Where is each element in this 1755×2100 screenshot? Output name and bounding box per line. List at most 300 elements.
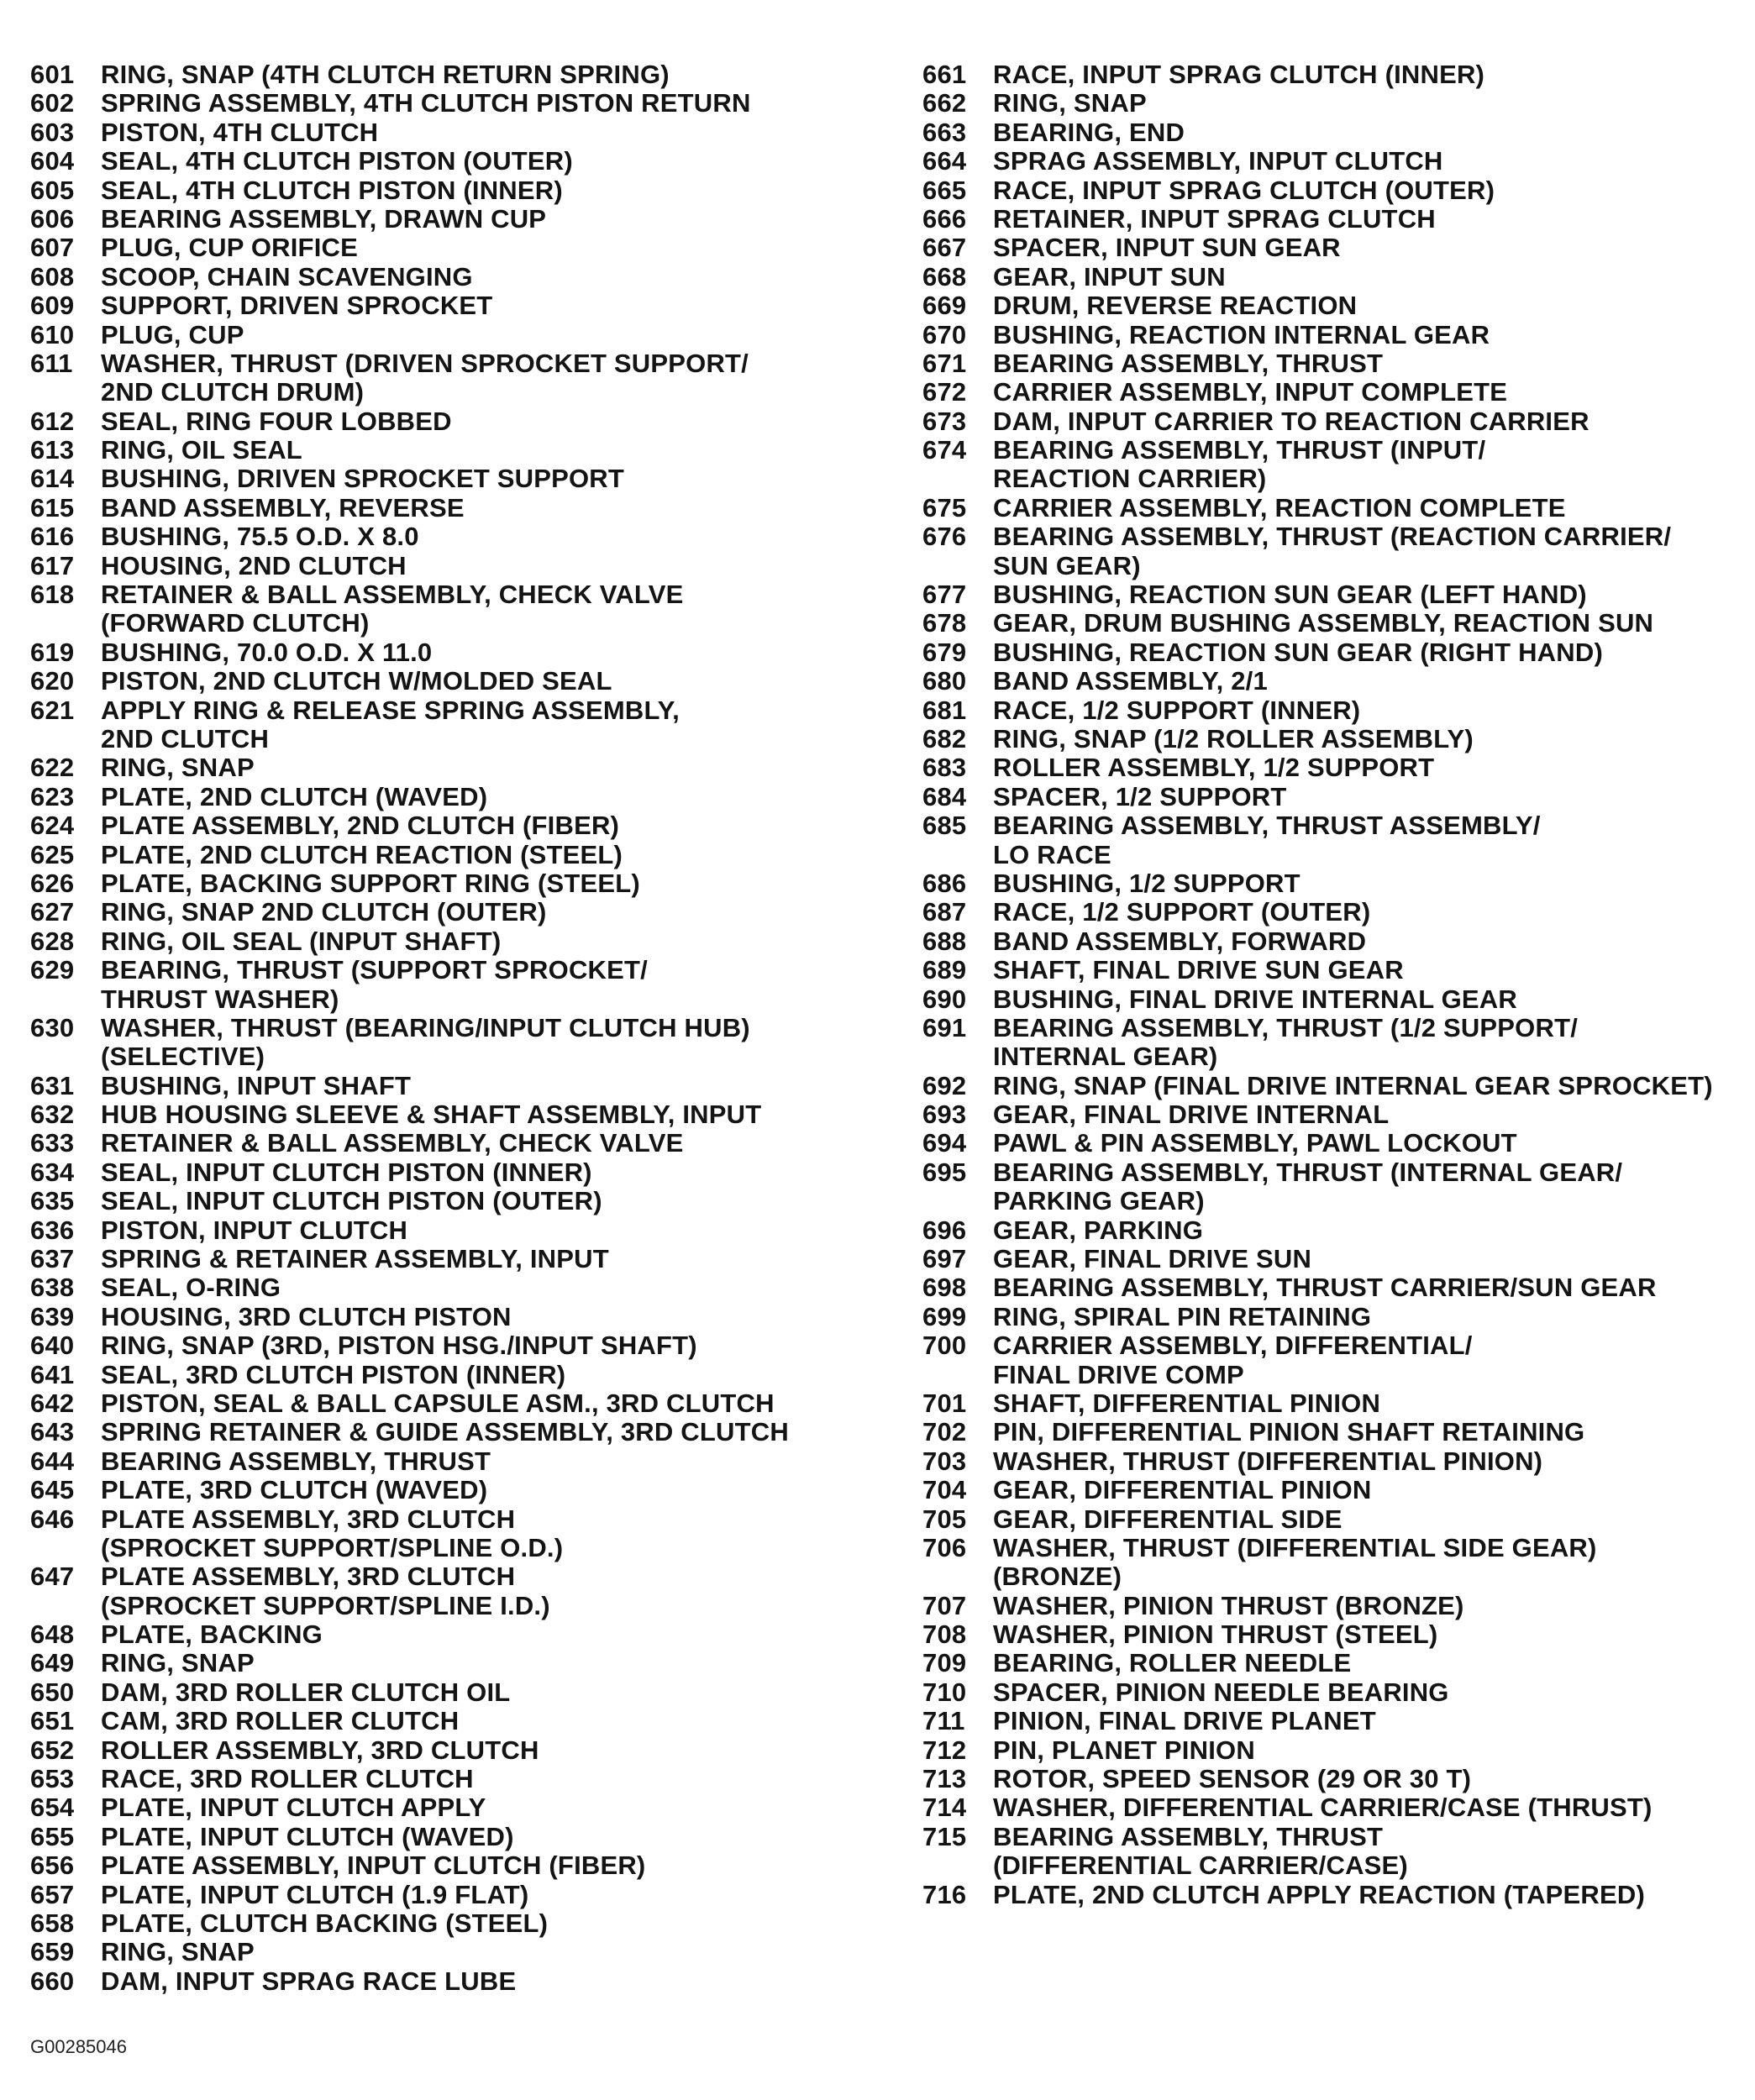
part-description [993,407,1742,436]
part-number: 658 [30,1908,75,1938]
part-entry [922,956,1742,984]
part-entry [30,1447,879,1476]
part-description [993,1389,1742,1418]
part-number: 641 [30,1359,75,1389]
part-description [101,1505,879,1563]
part-number: 609 [30,291,75,321]
part-number: 691 [922,1012,967,1042]
part-description [101,580,879,638]
part-description [993,1273,1742,1302]
part-entry [922,1331,1742,1389]
part-number: 601 [30,60,75,89]
part-description-line: SPACER, 1/2 SUPPORT [993,781,1287,811]
part-entry [922,725,1742,753]
part-description-line: SEAL, INPUT CLUTCH PISTON (OUTER) [101,1186,602,1216]
part-entry [30,522,879,551]
part-description [993,580,1742,609]
part-description-line: REACTION CARRIER) [993,464,1267,494]
part-description [101,1967,879,1996]
part-number: 630 [30,1012,75,1042]
part-number: 611 [30,348,73,378]
part-description [993,118,1742,147]
part-description [101,1793,879,1822]
part-entry [30,1476,879,1504]
part-entry [30,1678,879,1707]
part-description [101,1014,879,1072]
part-entry [922,1418,1742,1446]
part-description [993,725,1742,753]
part-entry [30,407,879,436]
part-number: 645 [30,1475,75,1505]
part-description-line: BEARING ASSEMBLY, THRUST (INPUT/ [993,435,1486,465]
part-description-line: (SPROCKET SUPPORT/SPLINE I.D.) [101,1590,550,1620]
part-description [993,1678,1742,1707]
part-number: 654 [30,1793,75,1823]
part-description [101,841,879,869]
part-entry [30,494,879,522]
part-entry [30,234,879,262]
part-description-line: GEAR, DIFFERENTIAL SIDE [993,1504,1343,1534]
part-description-line: SUPPORT, DRIVEN SPROCKET [101,291,493,321]
part-description-line: HOUSING, 2ND CLUTCH [101,550,407,580]
part-description [101,1476,879,1504]
part-number: 699 [922,1301,967,1331]
part-description-line: RACE, 1/2 SUPPORT (OUTER) [993,897,1371,927]
part-description [101,1909,879,1938]
part-entry [30,1765,879,1793]
part-entry [922,321,1742,349]
part-entry [30,841,879,869]
part-entry [30,1620,879,1649]
part-entry [30,1014,879,1072]
part-number: 710 [922,1677,967,1707]
part-description [993,1447,1742,1476]
part-description-line: SEAL, INPUT CLUTCH PISTON (INNER) [101,1157,592,1187]
part-entry [922,205,1742,234]
part-entry [922,1072,1742,1100]
part-entry [922,811,1742,869]
part-number: 631 [30,1070,75,1100]
part-description [101,89,879,118]
part-description-line: RETAINER & BALL ASSEMBLY, CHECK VALVE [101,1128,684,1158]
part-description-line: SHAFT, FINAL DRIVE SUN GEAR [993,955,1404,985]
part-number: 607 [30,233,75,263]
part-description-line: RING, SPIRAL PIN RETAINING [993,1301,1372,1331]
part-entry [30,580,879,638]
part-description [101,638,879,667]
part-description [101,465,879,493]
part-description-line: RACE, 3RD ROLLER CLUTCH [101,1764,474,1794]
part-description-line: DAM, INPUT SPRAG RACE LUBE [101,1966,517,1996]
part-description [101,811,879,840]
part-description [101,869,879,898]
part-description [101,291,879,320]
part-number: 689 [922,955,967,985]
part-number: 625 [30,839,75,869]
part-description-line: BEARING ASSEMBLY, THRUST [993,348,1384,378]
part-description [993,494,1742,522]
part-number: 667 [922,233,967,263]
part-number: 639 [30,1301,75,1331]
part-description-line: PIN, DIFFERENTIAL PINION SHAFT RETAINING [993,1417,1585,1447]
part-number: 648 [30,1620,75,1650]
part-description [101,956,879,1014]
part-description [101,1129,879,1158]
part-description [101,60,879,89]
part-description [101,552,879,580]
part-entry [30,638,879,667]
part-description [993,1100,1742,1129]
part-entry [30,1303,879,1331]
part-description-line: BUSHING, DRIVEN SPROCKET SUPPORT [101,464,625,494]
part-number: 693 [922,1100,967,1130]
part-entry [922,234,1742,262]
part-description-line: BEARING ASSEMBLY, THRUST (1/2 SUPPORT/ [993,1012,1579,1042]
part-entry [30,1823,879,1851]
part-description [993,869,1742,898]
part-entry [922,1707,1742,1735]
part-number: 617 [30,550,75,580]
part-description [101,898,879,927]
part-description [993,176,1742,205]
part-description [101,1361,879,1389]
part-description-line: SEAL, O-RING [101,1273,281,1303]
part-number: 679 [922,637,967,667]
part-entry [922,753,1742,782]
part-number: 619 [30,637,75,667]
part-entry [30,1967,879,1996]
part-number: 647 [30,1562,75,1592]
part-description-line: PLATE ASSEMBLY, 3RD CLUTCH [101,1504,516,1534]
part-description [993,436,1742,494]
part-entry [922,1649,1742,1677]
part-entry [30,349,879,407]
part-description-line: ROLLER ASSEMBLY, 3RD CLUTCH [101,1735,539,1765]
part-number: 660 [30,1966,75,1996]
part-entry [30,898,879,927]
part-description-line: WASHER, PINION THRUST (STEEL) [993,1620,1438,1650]
part-number: 674 [922,435,967,465]
part-number: 622 [30,753,75,783]
part-number: 655 [30,1821,75,1851]
part-number: 701 [922,1388,967,1418]
part-description-line: PLATE, 2ND CLUTCH REACTION (STEEL) [101,839,623,869]
part-number: 715 [922,1821,967,1851]
part-description [993,89,1742,118]
part-number: 644 [30,1446,75,1476]
part-entry [922,1592,1742,1620]
part-number: 709 [922,1648,967,1678]
part-description-line: SEAL, RING FOUR LOBBED [101,406,452,436]
part-entry [30,89,879,118]
part-description-line: WASHER, PINION THRUST (BRONZE) [993,1590,1464,1620]
part-number: 640 [30,1331,75,1361]
part-entry [30,1649,879,1677]
part-number: 678 [922,608,967,638]
part-entry [30,147,879,176]
part-entry [922,1216,1742,1245]
part-number: 605 [30,175,75,205]
part-entry [922,1823,1742,1881]
part-description-line: BEARING, END [993,117,1185,147]
part-entry [922,1158,1742,1216]
part-description-line: BEARING ASSEMBLY, THRUST (REACTION CARRIER/ [993,522,1672,552]
part-entry [30,869,879,898]
part-entry [30,1129,879,1158]
part-entry [922,1476,1742,1504]
part-entry [922,378,1742,407]
part-description-line: (SELECTIVE) [101,1042,265,1072]
part-entry [30,552,879,580]
part-description-line: BEARING ASSEMBLY, THRUST [993,1821,1384,1851]
parts-list-left-column [30,60,879,1996]
part-entry [922,1129,1742,1158]
part-description [993,1707,1742,1735]
part-description-line: (BRONZE) [993,1562,1122,1592]
part-description-line: PISTON, SEAL & BALL CAPSULE ASM., 3RD CLUTCH [101,1388,775,1418]
part-description-line: SUN GEAR) [993,550,1141,580]
part-entry [922,1273,1742,1302]
part-number: 686 [922,868,967,898]
part-description [101,1100,879,1129]
part-description-line: CARRIER ASSEMBLY, INPUT COMPLETE [993,377,1508,407]
part-entry [30,263,879,291]
part-description-line: ROTOR, SPEED SENSOR (29 OR 30 T) [993,1764,1472,1794]
part-description [101,783,879,811]
part-description-line: BUSHING, 1/2 SUPPORT [993,868,1300,898]
part-number: 634 [30,1157,75,1187]
part-number: 669 [922,291,967,321]
part-number: 690 [922,984,967,1014]
part-description-line: WASHER, THRUST (BEARING/INPUT CLUTCH HUB) [101,1012,750,1042]
part-number: 668 [922,261,967,291]
part-number: 682 [922,723,967,753]
part-description-line: DRUM, REVERSE REACTION [993,291,1358,321]
part-entry [922,1245,1742,1273]
part-number: 620 [30,666,75,696]
part-description [101,1389,879,1418]
part-entry [922,118,1742,147]
part-description-line: DAM, INPUT CARRIER TO REACTION CARRIER [993,406,1589,436]
part-entry [30,1158,879,1187]
part-description-line: CARRIER ASSEMBLY, REACTION COMPLETE [993,492,1566,522]
part-description [101,176,879,205]
document-id: G00285046 [30,2036,127,2057]
part-description-line: BEARING, ROLLER NEEDLE [993,1648,1352,1678]
part-description-line: (SPROCKET SUPPORT/SPLINE O.D.) [101,1532,564,1562]
part-entry [922,1736,1742,1765]
part-number: 616 [30,522,75,552]
part-entry [30,1909,879,1938]
part-description-line: RING, SNAP [101,753,255,783]
part-entry [30,1881,879,1909]
part-number: 650 [30,1677,75,1707]
part-entry [922,1793,1742,1822]
part-entry [922,349,1742,378]
part-entry [30,1389,879,1418]
part-description-line: RING, SNAP [101,1937,255,1967]
part-entry [922,898,1742,927]
part-entry [922,580,1742,609]
part-entry [922,667,1742,696]
part-description-line: RING, SNAP (4TH CLUTCH RETURN SPRING) [101,60,670,89]
part-description [101,321,879,349]
part-description [101,1245,879,1273]
part-entry [922,869,1742,898]
part-description-line: PLATE, INPUT CLUTCH (1.9 FLAT) [101,1879,529,1909]
part-description-line: RACE, INPUT SPRAG CLUTCH (INNER) [993,60,1485,89]
part-number: 662 [922,88,967,118]
part-entry [30,1072,879,1100]
part-number: 697 [922,1244,967,1274]
part-entry [30,118,879,147]
part-number: 712 [922,1735,967,1765]
part-description [101,667,879,696]
part-number: 643 [30,1417,75,1447]
part-description [101,1187,879,1215]
part-description [993,696,1742,725]
part-description [993,1303,1742,1331]
part-description [101,1736,879,1765]
part-description [101,927,879,956]
part-description-line: SPRAG ASSEMBLY, INPUT CLUTCH [993,146,1443,176]
part-description [101,1851,879,1880]
part-description-line: GEAR, INPUT SUN [993,261,1226,291]
part-entry [922,494,1742,522]
part-description [993,956,1742,984]
part-description-line: RING, OIL SEAL (INPUT SHAFT) [101,926,502,956]
part-number: 680 [922,666,967,696]
part-number: 704 [922,1475,967,1505]
part-description [993,638,1742,667]
part-description [101,1620,879,1649]
part-number: 603 [30,117,75,147]
part-description [993,1216,1742,1245]
part-number: 681 [922,695,967,725]
part-number: 652 [30,1735,75,1765]
part-number: 685 [922,811,967,841]
part-number: 657 [30,1879,75,1909]
part-number: 688 [922,926,967,956]
part-number: 628 [30,926,75,956]
part-entry [30,205,879,234]
part-description-line: PLATE ASSEMBLY, INPUT CLUTCH (FIBER) [101,1851,646,1881]
part-number: 664 [922,146,967,176]
part-description [993,667,1742,696]
part-number: 673 [922,406,967,436]
part-description [993,1881,1742,1909]
part-entry [30,1938,879,1966]
part-description-line: GEAR, PARKING [993,1215,1204,1245]
part-number: 636 [30,1215,75,1245]
part-entry [922,147,1742,176]
part-number: 651 [30,1706,75,1736]
part-description-line: SCOOP, CHAIN SCAVENGING [101,261,473,291]
part-entry [922,638,1742,667]
part-description-line: PISTON, 2ND CLUTCH W/MOLDED SEAL [101,666,612,696]
part-description [993,234,1742,262]
part-description [101,263,879,291]
part-description-line: BEARING ASSEMBLY, THRUST [101,1446,491,1476]
part-number: 676 [922,522,967,552]
part-entry [30,465,879,493]
part-entry [30,1216,879,1245]
part-number: 665 [922,175,967,205]
part-description [101,1216,879,1245]
part-number: 629 [30,955,75,985]
part-description [993,1418,1742,1446]
part-entry [30,956,879,1014]
part-entry [30,291,879,320]
part-description-line: 2ND CLUTCH [101,723,270,753]
part-description-line: THRUST WASHER) [101,984,339,1014]
part-entry [922,60,1742,89]
part-description [101,118,879,147]
part-number: 700 [922,1331,967,1361]
part-entry [30,321,879,349]
part-number: 706 [922,1532,967,1562]
part-description-line: GEAR, FINAL DRIVE INTERNAL [993,1100,1390,1130]
part-entry [922,1447,1742,1476]
part-description [101,696,879,754]
part-description [101,1331,879,1360]
part-entry [30,436,879,465]
part-entry [922,407,1742,436]
part-description [993,1505,1742,1534]
part-number: 695 [922,1157,967,1187]
part-description [993,1765,1742,1793]
part-description [993,1592,1742,1620]
part-description [993,1158,1742,1216]
part-number: 661 [922,60,967,89]
part-entry [922,1534,1742,1592]
part-description [993,1736,1742,1765]
part-description-line: BEARING ASSEMBLY, DRAWN CUP [101,203,547,234]
part-description-line: PLATE, INPUT CLUTCH (WAVED) [101,1821,514,1851]
part-description-line: APPLY RING & RELEASE SPRING ASSEMBLY, [101,695,680,725]
part-description [101,407,879,436]
part-number: 610 [30,319,75,349]
part-description [993,60,1742,89]
part-description-line: BUSHING, REACTION SUN GEAR (LEFT HAND) [993,580,1587,610]
part-description-line: BAND ASSEMBLY, REVERSE [101,492,465,522]
part-description [993,321,1742,349]
part-number: 672 [922,377,967,407]
part-number: 649 [30,1648,75,1678]
part-number: 618 [30,580,75,610]
part-description [993,1072,1742,1100]
part-entry [922,89,1742,118]
part-entry [30,1505,879,1563]
part-entry [30,1793,879,1822]
part-entry [30,1418,879,1446]
part-description-line: RING, SNAP [993,88,1147,118]
part-number: 608 [30,261,75,291]
part-description [101,1418,879,1446]
part-description-line: PISTON, INPUT CLUTCH [101,1215,408,1245]
part-description [993,1245,1742,1273]
part-number: 633 [30,1128,75,1158]
part-number: 671 [922,348,967,378]
part-entry [30,176,879,205]
part-number: 653 [30,1764,75,1794]
part-description-line: BEARING ASSEMBLY, THRUST CARRIER/SUN GEAR [993,1273,1657,1303]
part-entry [922,927,1742,956]
part-description-line: BUSHING, INPUT SHAFT [101,1070,412,1100]
part-description [993,1620,1742,1649]
part-number: 626 [30,868,75,898]
part-description [993,1476,1742,1504]
